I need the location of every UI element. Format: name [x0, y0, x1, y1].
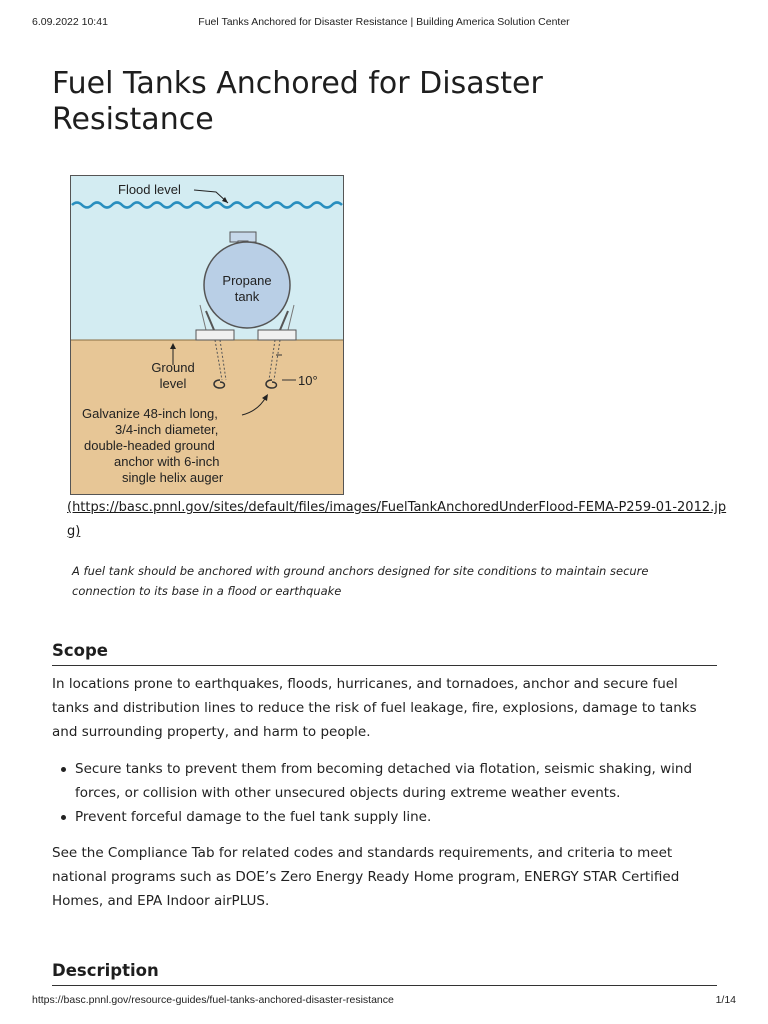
anchor-spec-line-3: double-headed ground — [84, 438, 215, 453]
anchor-spec-line-1: Galvanize 48-inch long, — [82, 406, 218, 421]
compliance-paragraph: See the Compliance Tab for related codes and standards requirements, and criteria to meet national programs such as DOE’s Zero Energy Ready Home program, ENERGY STAR Certified Homes, and EPA Indoor airPLUS. — [52, 845, 680, 909]
anchor-spec-line-4: anchor with 6-inch — [114, 454, 220, 469]
bullet-icon — [61, 767, 66, 772]
print-datetime: 6.09.2022 10:41 — [32, 16, 108, 28]
anchor-spec-line-2: 3/4-inch diameter, — [115, 422, 219, 437]
fuel-tank-diagram — [70, 175, 344, 495]
print-url: https://basc.pnnl.gov/resource-guides/fuel-tanks-anchored-disaster-resistance — [32, 994, 394, 1006]
image-source-link[interactable]: (https://basc.pnnl.gov/sites/default/files/images/FuelTankAnchoredUnderFlood-FEMA-P259-01-2012.jpg) — [67, 500, 727, 539]
tank-label-line-1: Propane — [222, 273, 272, 288]
page-number: 1/14 — [715, 994, 736, 1006]
flood-level-label: Flood level — [118, 182, 181, 197]
print-page-title: Fuel Tanks Anchored for Disaster Resistance | Building America Solution Center — [198, 16, 570, 28]
ground-label-line-1: Ground — [151, 360, 195, 375]
tank-label-line-2: tank — [234, 289, 260, 304]
anchor-spec-line-5: single helix auger — [122, 470, 224, 485]
page-title: Fuel Tanks Anchored for Disaster Resistance — [52, 66, 543, 137]
scope-intro: In locations prone to earthquakes, floods, hurricanes, and tornadoes, anchor and secure fuel tanks and distribution lines to reduce the risk of fuel leakage, fire, explosions, damage to tanks and surrounding property, and harm to people. — [52, 676, 697, 740]
print-header — [32, 16, 736, 30]
description-heading: Description — [52, 961, 717, 986]
list-item-text: Secure tanks to prevent them from becoming detached via flotation, seismic shaking, wind forces, or collision with other unsecured objects during extreme weather events. — [75, 761, 693, 801]
angle-label: 10° — [298, 373, 318, 388]
list-item — [52, 757, 717, 805]
scope-bullet-list — [52, 757, 717, 829]
figure-caption: A fuel tank should be anchored with ground anchors designed for site conditions to maintain secure connection to its base in a flood or earthquake — [72, 564, 649, 598]
concrete-pad-left — [196, 330, 234, 340]
list-item-text: Prevent forceful damage to the fuel tank supply line. — [75, 809, 432, 825]
scope-heading: Scope — [52, 641, 717, 666]
bullet-icon — [61, 815, 66, 820]
list-item — [52, 805, 717, 829]
ground-label-line-2: level — [159, 376, 187, 391]
print-footer — [32, 994, 736, 1008]
concrete-pad-right — [258, 330, 296, 340]
